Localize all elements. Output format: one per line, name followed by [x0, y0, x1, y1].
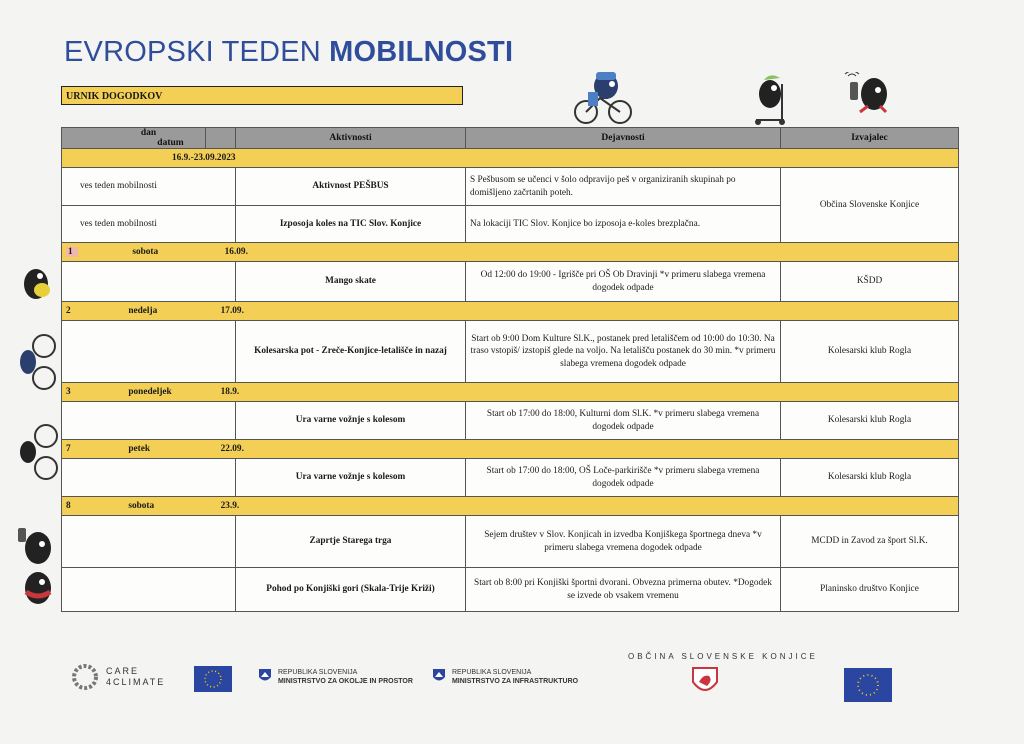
phone-bird-illustration — [840, 72, 900, 116]
header-datum: datum — [157, 138, 184, 148]
day-date: 22.09. — [220, 444, 244, 454]
schedule-table — [61, 127, 959, 612]
event-description: Start ob 17:00 do 18:00, OŠ Loče-parkirišče *v primeru slabega vremena dogodek odpade — [466, 459, 781, 497]
header-spacer — [206, 128, 236, 149]
week-provider: Občina Slovenske Konjice — [781, 168, 959, 243]
event-provider: Kolesarski klub Rogla — [781, 402, 959, 440]
slovenia-coat-icon — [432, 668, 446, 684]
scarf-bird-illustration — [18, 566, 60, 610]
day-name: nedelja — [128, 306, 158, 316]
week-dan: ves teden mobilnosti — [62, 168, 236, 206]
footer-logos — [0, 650, 1024, 710]
bike-bird-illustration-1 — [16, 332, 60, 394]
scooter-bird-illustration — [752, 70, 792, 126]
event-provider: KŠDD — [781, 262, 959, 302]
day-name: sobota — [132, 247, 159, 257]
event-description: Start ob 8:00 pri Konjiški športni dvorani. Obvezna primerna obutev. *Dogodek se izvede ob vsakem vremenu — [466, 568, 781, 612]
table-row — [62, 568, 959, 612]
skater-bird-illustration — [16, 262, 56, 306]
care4climate-logo — [72, 664, 165, 690]
event-activity: Pohod po Konjiški gori (Skala-Trije Križi) — [236, 568, 466, 612]
table-row — [62, 516, 959, 568]
event-provider: Planinsko društvo Konjice — [781, 568, 959, 612]
header-dejavnosti: Dejavnosti — [466, 128, 781, 149]
municipality-name: OBČINA SLOVENSKE KONJICE — [628, 652, 818, 661]
table-header-row — [62, 128, 959, 149]
slovenia-coat-icon — [258, 668, 272, 684]
day-name: petek — [128, 444, 151, 454]
header-aktivnosti: Aktivnosti — [236, 128, 466, 149]
bike-bird-illustration-2 — [16, 422, 60, 482]
event-activity: Ura varne vožnje s kolesom — [236, 402, 466, 440]
week-description: Na lokaciji TIC Slov. Konjice bo izposoja e-koles brezplačna. — [466, 206, 781, 243]
cyclist-bird-illustration — [568, 68, 638, 126]
day-label — [62, 243, 959, 262]
day-index: 7 — [66, 444, 71, 454]
care4climate-line2: 4CLIMATE — [105, 677, 166, 687]
day-date: 16.09. — [224, 247, 248, 257]
rs-infra-line1: REPUBLIKA SLOVENIJA — [451, 669, 532, 676]
title-light: EVROPSKI TEDEN — [64, 36, 321, 68]
day-date: 18.9. — [220, 387, 240, 397]
care4climate-line1: CARE — [105, 666, 139, 676]
day-label — [62, 440, 959, 459]
rs-okolje-line1: REPUBLIKA SLOVENIJA — [277, 669, 358, 676]
table-row — [62, 402, 959, 440]
empty-cell — [62, 321, 236, 383]
rs-okolje-logo — [258, 668, 413, 686]
schedule-subtitle: URNIK DOGODKOV — [61, 86, 463, 105]
rs-infra-line2: MINISTRSTVO ZA INFRASTRUKTURO — [451, 678, 579, 685]
day-index: 2 — [66, 306, 71, 316]
week-description: S Pešbusom se učenci v šolo odpravijo peš v organiziranih skupinah po domišljeno začrtanih poteh. — [466, 168, 781, 206]
week-activity: Izposoja koles na TIC Slov. Konjice — [236, 206, 466, 243]
event-activity: Kolesarska pot - Zreče-Konjice-letališče in nazaj — [236, 321, 466, 383]
day-index: 3 — [66, 387, 71, 397]
period-row — [62, 149, 959, 168]
empty-cell — [62, 402, 236, 440]
municipality-coat-icon — [691, 666, 719, 698]
table-row — [62, 168, 959, 206]
rs-okolje-line2: MINISTRSTVO ZA OKOLJE IN PROSTOR — [277, 678, 413, 685]
empty-cell — [62, 568, 236, 612]
event-provider: Kolesarski klub Rogla — [781, 321, 959, 383]
phone-bird-illustration-2 — [14, 520, 56, 570]
day-name: sobota — [128, 501, 155, 511]
care4climate-icon — [72, 664, 98, 690]
table-row — [62, 459, 959, 497]
event-provider: Kolesarski klub Rogla — [781, 459, 959, 497]
week-activity: Aktivnost PEŠBUS — [236, 168, 466, 206]
empty-cell — [62, 459, 236, 497]
event-description: Sejem društev v Slov. Konjicah in izvedba Konjiškega športnega dneva *v primeru slabega vremena dogodek odpade — [466, 516, 781, 568]
day-date: 23.9. — [220, 501, 240, 511]
day-date: 17.09. — [220, 306, 244, 316]
day-label — [62, 302, 959, 321]
day-row — [62, 440, 959, 459]
table-row — [62, 321, 959, 383]
day-label — [62, 383, 959, 402]
event-activity: Mango skate — [236, 262, 466, 302]
empty-cell — [62, 262, 236, 302]
event-provider: MCDD in Zavod za šport Sl.K. — [781, 516, 959, 568]
event-description: Start ob 9:00 Dom Kulture Sl.K., postanek pred letališčem od 10:00 do 10:30. Na traso vstopiš/ izstopiš glede na voljo. Na letališču postanek do 30 min. *v primeru slabega vremena dogodek odpade — [466, 321, 781, 383]
day-row — [62, 243, 959, 262]
period-label: 16.9.-23.09.2023 — [62, 149, 959, 168]
event-activity: Zaprtje Starega trga — [236, 516, 466, 568]
event-activity: Ura varne vožnje s kolesom — [236, 459, 466, 497]
day-index: 8 — [66, 501, 71, 511]
page-title — [64, 36, 513, 69]
week-dan: ves teden mobilnosti — [62, 206, 236, 243]
day-row — [62, 383, 959, 402]
eu-flag-icon — [844, 668, 892, 702]
day-row — [62, 302, 959, 321]
day-index: 1 — [66, 247, 78, 257]
title-bold: MOBILNOSTI — [329, 36, 514, 68]
rs-infra-logo — [432, 668, 578, 686]
header-izvajalec: Izvajalec — [781, 128, 959, 149]
eu-flag-icon — [194, 666, 232, 692]
empty-cell — [62, 516, 236, 568]
header-dan: dandatum — [62, 128, 206, 149]
event-description: Start ob 17:00 do 18:00, Kulturni dom Sl.K. *v primeru slabega vremena dogodek odpade — [466, 402, 781, 440]
day-label — [62, 497, 959, 516]
day-name: ponedeljek — [128, 387, 172, 397]
day-row — [62, 497, 959, 516]
event-description: Od 12:00 do 19:00 - Igrišče pri OŠ Ob Dravinji *v primeru slabega vremena dogodek odpade — [466, 262, 781, 302]
table-row — [62, 262, 959, 302]
